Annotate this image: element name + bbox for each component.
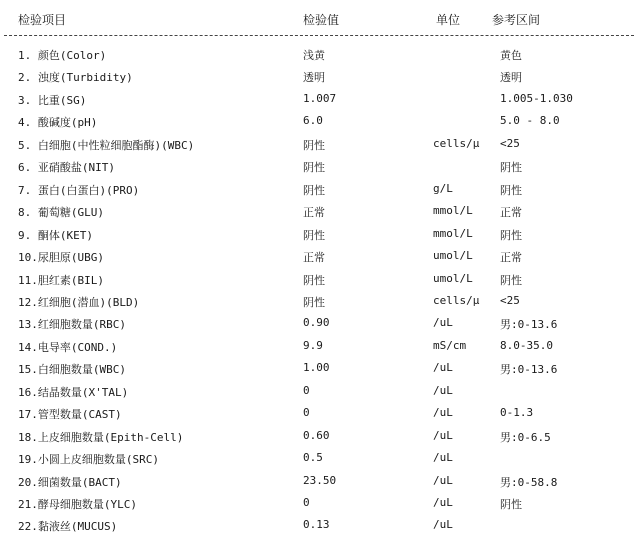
table-row [0, 178, 640, 200]
test-value: 正常 [303, 251, 325, 265]
table-row [0, 290, 640, 312]
table-row [0, 245, 640, 267]
test-name: 11.胆红素(BIL) [18, 273, 104, 287]
table-row [0, 402, 640, 424]
header-divider [4, 35, 634, 36]
test-value: 9.9 [303, 338, 323, 352]
test-name: 7. 蛋白(白蛋白)(PRO) [18, 183, 140, 197]
reference-range: 阴性 [500, 273, 522, 287]
test-name: 3. 比重(SG) [18, 93, 87, 107]
test-value: 透明 [303, 71, 325, 85]
test-value: 0.13 [303, 518, 330, 532]
test-value: 6.0 [303, 114, 323, 128]
reference-range: <25 [500, 293, 520, 307]
test-value: 阴性 [303, 295, 325, 309]
reference-range: 男:0-6.5 [500, 430, 551, 444]
test-value: 0 [303, 496, 310, 509]
test-value: 阴性 [303, 161, 325, 175]
table-header [0, 0, 640, 36]
test-name: 2. 浊度(Turbidity) [18, 71, 133, 85]
table-row [0, 223, 640, 245]
test-name: 20.细菌数量(BACT) [18, 475, 122, 489]
test-name: 21.酵母细胞数量(YLC) [18, 498, 137, 511]
table-row [0, 133, 640, 155]
table-row [0, 312, 640, 334]
reference-range: 男:0-58.8 [500, 475, 558, 489]
test-name: 5. 白细胞(中性粒细胞酯酶)(WBC) [18, 138, 195, 152]
test-unit: cells/μ [433, 293, 480, 307]
table-row [0, 200, 640, 222]
test-unit: /uL [433, 496, 453, 509]
test-name: 18.上皮细胞数量(Epith-Cell) [18, 430, 184, 444]
table-row [0, 43, 640, 65]
table-row [0, 155, 640, 177]
test-value: 浅黄 [303, 49, 325, 62]
table-row [0, 447, 640, 469]
test-name: 8. 葡萄糖(GLU) [18, 206, 104, 220]
test-value: 阴性 [303, 183, 325, 197]
test-value: 正常 [303, 206, 325, 220]
reference-range: 8.0-35.0 [500, 338, 553, 352]
test-value: 阴性 [303, 138, 325, 152]
test-unit: /uL [433, 361, 453, 375]
header-value: 检验值 [303, 13, 340, 27]
test-name: 14.电导率(COND.) [18, 340, 118, 354]
test-name: 4. 酸碱度(pH) [18, 116, 98, 130]
test-unit: /uL [433, 383, 453, 397]
table-row [0, 88, 640, 110]
table-row [0, 380, 640, 402]
reference-range: 阴性 [500, 161, 522, 175]
test-name: 10.尿胆原(UBG) [18, 251, 104, 265]
reference-range: 男:0-13.6 [500, 363, 558, 377]
test-unit: g/L [433, 181, 453, 195]
reference-range: 正常 [500, 251, 522, 265]
reference-range: 阴性 [500, 228, 522, 242]
test-unit: /uL [433, 518, 453, 532]
reference-range: 男:0-13.6 [500, 318, 558, 332]
table-row [0, 425, 640, 447]
test-name: 17.管型数量(CAST) [18, 408, 122, 422]
test-value: 0.60 [303, 428, 330, 442]
header-reference: 参考区间 [492, 13, 541, 27]
test-unit: mmol/L [433, 226, 473, 240]
reference-range: 阴性 [500, 498, 522, 511]
test-name: 15.白细胞数量(WBC) [18, 363, 126, 377]
test-unit: /uL [433, 316, 453, 330]
test-unit: /uL [433, 451, 453, 465]
test-unit: umol/L [433, 271, 473, 285]
reference-range: 0-1.3 [500, 406, 534, 420]
table-row [0, 514, 640, 536]
test-unit: /uL [433, 406, 453, 420]
test-unit: mS/cm [433, 338, 467, 352]
test-name: 1. 颜色(Color) [18, 49, 107, 62]
table-row [0, 110, 640, 132]
reference-range: 透明 [500, 71, 522, 85]
table-row [0, 268, 640, 290]
table-row [0, 357, 640, 379]
test-value: 阴性 [303, 273, 325, 287]
test-value: 1.00 [303, 361, 330, 375]
test-name: 13.红细胞数量(RBC) [18, 318, 126, 332]
table-row [0, 492, 640, 514]
table-row [0, 335, 640, 357]
reference-range: 黄色 [500, 49, 522, 62]
test-name: 16.结晶数量(X'TAL) [18, 385, 129, 399]
reference-range: <25 [500, 136, 520, 150]
test-value: 0 [303, 406, 310, 420]
test-unit: mmol/L [433, 204, 473, 218]
test-value: 0 [303, 383, 310, 397]
test-name: 22.黏液丝(MUCUS) [18, 520, 118, 534]
test-value: 1.007 [303, 91, 337, 105]
test-value: 0.90 [303, 316, 330, 330]
test-name: 19.小圆上皮细胞数量(SRC) [18, 453, 159, 467]
test-name: 6. 亚硝酸盐(NIT) [18, 161, 115, 175]
test-name: 12.红细胞(潜血)(BLD) [18, 295, 140, 309]
table-row [0, 65, 640, 87]
test-name: 9. 酮体(KET) [18, 228, 93, 242]
test-unit: /uL [433, 473, 453, 487]
test-unit: cells/μ [433, 136, 480, 150]
test-value: 0.5 [303, 451, 323, 465]
test-unit: /uL [433, 428, 453, 442]
header-unit: 单位 [436, 13, 461, 27]
reference-range: 5.0 - 8.0 [500, 114, 560, 128]
test-value: 阴性 [303, 228, 325, 242]
header-item: 检验项目 [18, 13, 67, 27]
reference-range: 正常 [500, 206, 522, 220]
test-value: 23.50 [303, 473, 337, 487]
test-unit: umol/L [433, 249, 473, 263]
reference-range: 阴性 [500, 183, 522, 197]
table-row [0, 470, 640, 492]
reference-range: 1.005-1.030 [500, 91, 573, 105]
